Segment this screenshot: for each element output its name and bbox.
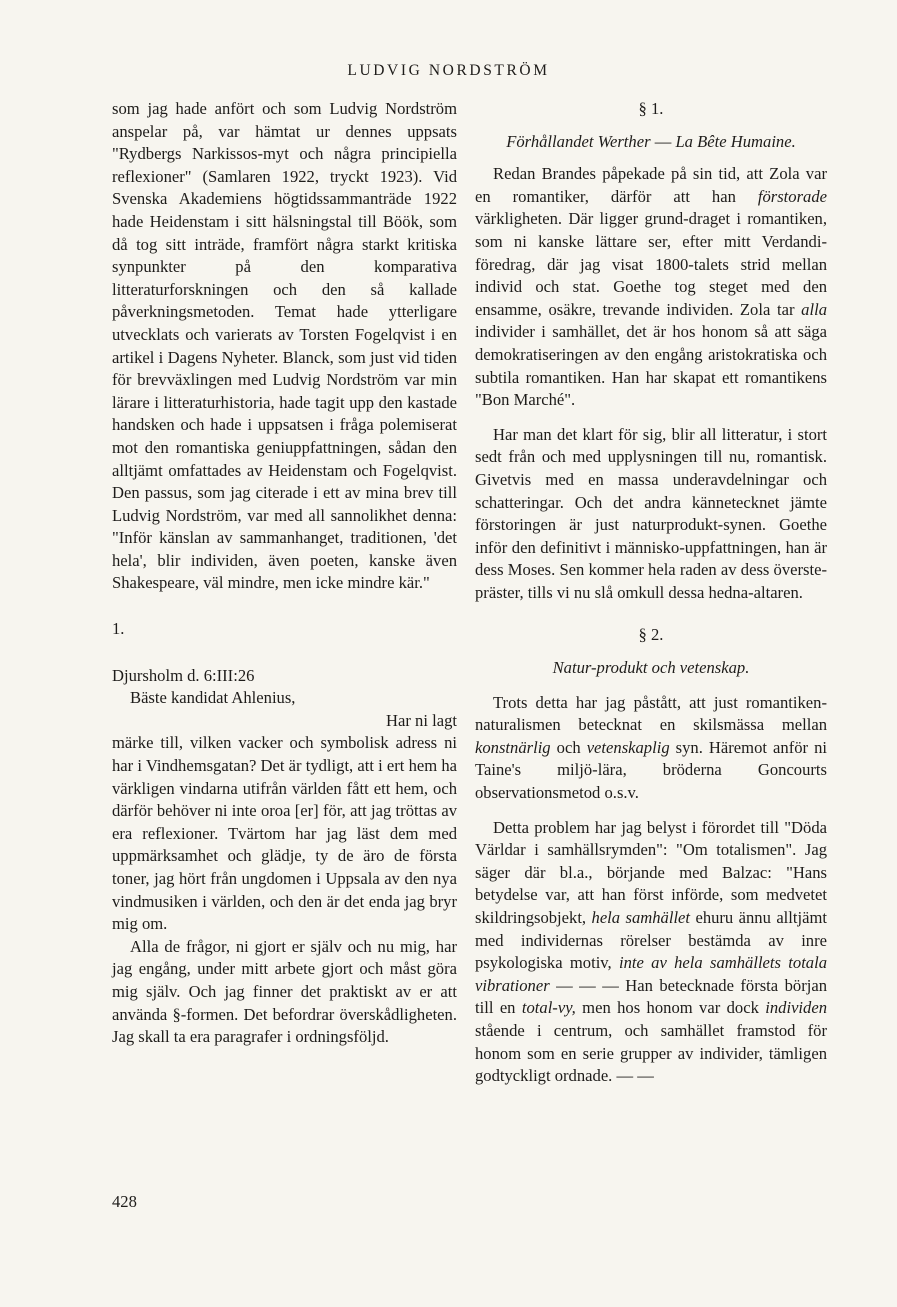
- text-run: syn. Häremot anför ni Taine's miljö-lära, bröderna Goncourts observationsmetod o.s.v.: [475, 737, 828, 803]
- emphasis: förstorade: [757, 186, 827, 206]
- section-title: [475, 131, 827, 154]
- emphasis: hela samhället: [591, 908, 691, 927]
- paragraph: [475, 817, 827, 1088]
- section-title-part: Werther: [597, 131, 651, 151]
- emphasis: individen: [765, 998, 827, 1018]
- section-title: Natur-produkt och vetenskap.: [552, 658, 750, 678]
- letter-paragraph: märke till, vilken vacker och symbolisk adress ni har i Vindhemsgatan? Det är tydligt, att i ert hem ha värkligen vindarna utifrån världen fått ett hem, och därför behöver ni inte oroa [er] för, att jag tröttas av era reflexioner. Tvärtom har jag läst dem med uppmärksamhet och glädje, ty de äro de första toner, jag hört från ungdomen i Uppsala av den nya vindmusiken i världen, och den är det enda jag bryr mig om.: [112, 733, 457, 934]
- text-run: men hos honom var dock: [575, 998, 766, 1018]
- text-run: Detta problem har jag belyst i förordet till "Döda Världar i samhällsrymden": "Om totalismen". Jag säger där bl.a., börjande med Balzac: "Hans betydelse var, att han först införde, som medvetet skildringsobjekt,: [475, 817, 827, 927]
- text-run: stående i centrum, och samhället framstod för honom som en serie grupper av individer, tämligen godtyckligt ordnade. — —: [475, 1020, 827, 1086]
- emphasis: inte av hela samhällets totala vibrationer: [475, 953, 828, 995]
- text-run: Trots detta har jag påstått, att just romantiken-naturalismen betecknat en skilsmässa mellan: [475, 692, 827, 735]
- text-run: värkligheten. Där ligger grund-draget i romantiken, som ni kanske lättare ser, efter mitt Verdandi-föredrag, där jag visat 1800-talets strid mellan individ och stat. Goethe tog steget med den ensamme, osäkre, trevande individen. Zola tar: [475, 209, 827, 319]
- right-column: [475, 98, 827, 1088]
- emphasis: konstnärlig: [475, 737, 551, 757]
- left-column: [112, 98, 457, 1049]
- section-title-dash: —: [654, 131, 676, 151]
- salutation: Bäste kandidat Ahlenius,: [130, 688, 296, 708]
- section-heading: § 1.: [638, 99, 664, 118]
- letter-first-words: Har ni lagt: [386, 710, 457, 730]
- letter-number: 1.: [112, 619, 125, 639]
- paragraph: Har man det klart för sig, blir all litteratur, i stort sedt från och med upplysningen till nu, romantisk. Givetvis med en massa underavdelningar och schatteringar. Och det andra kännetecknet jämte förstoringen är just naturprodukt-synen. Goethe inför den definitivt i människo-uppfattningen, han är dess Moses. Sen kommer hela raden av dess överste-präster, tills vi nu slå omkull dessa hedna-altaren.: [475, 424, 827, 602]
- intro-paragraph: som jag hade anfört och som Ludvig Nordström anspelar på, var hämtat ur dennes uppsats "Rydbergs Narkissos-myt och några principiella reflexioner" (Samlaren 1922, tryckt 1923). Vid Svenska Akademiens högtidssammanträde 1922 hade Heidenstam i sitt hälsningstal till Böök, som då tog sitt inträde, framfört några starkt kritiska synpunkter på den komparativa litteraturforskningen och den så kallade påverkningsmetoden. Temat hade ytterligare utvecklats och varierats av Torsten Fogelqvist i en artikel i Dagens Nyheter. Blanck, som just vid tiden för brevväxlingen med Ludvig Nordström var min lärare i litteraturhistoria, hade tagit upp den kastade handsken och hade i uppsatsen i fråga polemiserat mot den romantiska geniuppfattningen, sådan den alltjämt omfattades av Heidenstam och Fogelqvist. Den passus, som jag citerade i ett av mina brev till Ludvig Nordström, var med all sannolikhet denna: "Inför känslan av sammanhanget, traditionen, 'det hela', blir individen, även poeten, kanske även Shakespeare, väl mindre, men icke mindre kär.": [112, 99, 457, 593]
- dateline: Djursholm d. 6:III:26: [112, 665, 255, 685]
- emphasis: alla: [801, 299, 827, 319]
- section-title-part: La Bête Humaine.: [675, 131, 796, 151]
- text-run: och: [550, 737, 587, 757]
- text-run: ehuru ännu alltjämt med individernas rörelser bestämda av inre psykologiska motiv,: [475, 908, 828, 973]
- paragraph: [475, 692, 827, 805]
- emphasis: total-vy,: [521, 998, 576, 1018]
- text-run: — — — Han betecknade första början till en: [475, 975, 827, 1018]
- section-title-part: Förhållandet: [506, 131, 594, 151]
- page-number: 428: [112, 1192, 137, 1211]
- letter-paragraph: Alla de frågor, ni gjort er själv och nu mig, har jag engång, under mitt arbete gjort och måst göra mig själv. Och jag finner det praktiskt av er att använda §-formen. Det befordrar överskådligheten. Jag skall ta era paragrafer i ordningsföljd.: [112, 936, 457, 1047]
- text-run: individer i samhället, det är hos honom så att säga demokratiseringen av den engång aristokratiska och subtila romantiken. Han har skapat ett romantikens "Bon Marché".: [475, 322, 827, 410]
- paragraph: [475, 163, 827, 412]
- emphasis: vetenskaplig: [586, 737, 670, 757]
- section-heading: § 2.: [638, 625, 664, 645]
- text-run: Redan Brandes påpekade på sin tid, att Zola var en romantiker, därför att han: [475, 164, 827, 206]
- running-header: LUDVIG NORDSTRÖM: [347, 62, 550, 79]
